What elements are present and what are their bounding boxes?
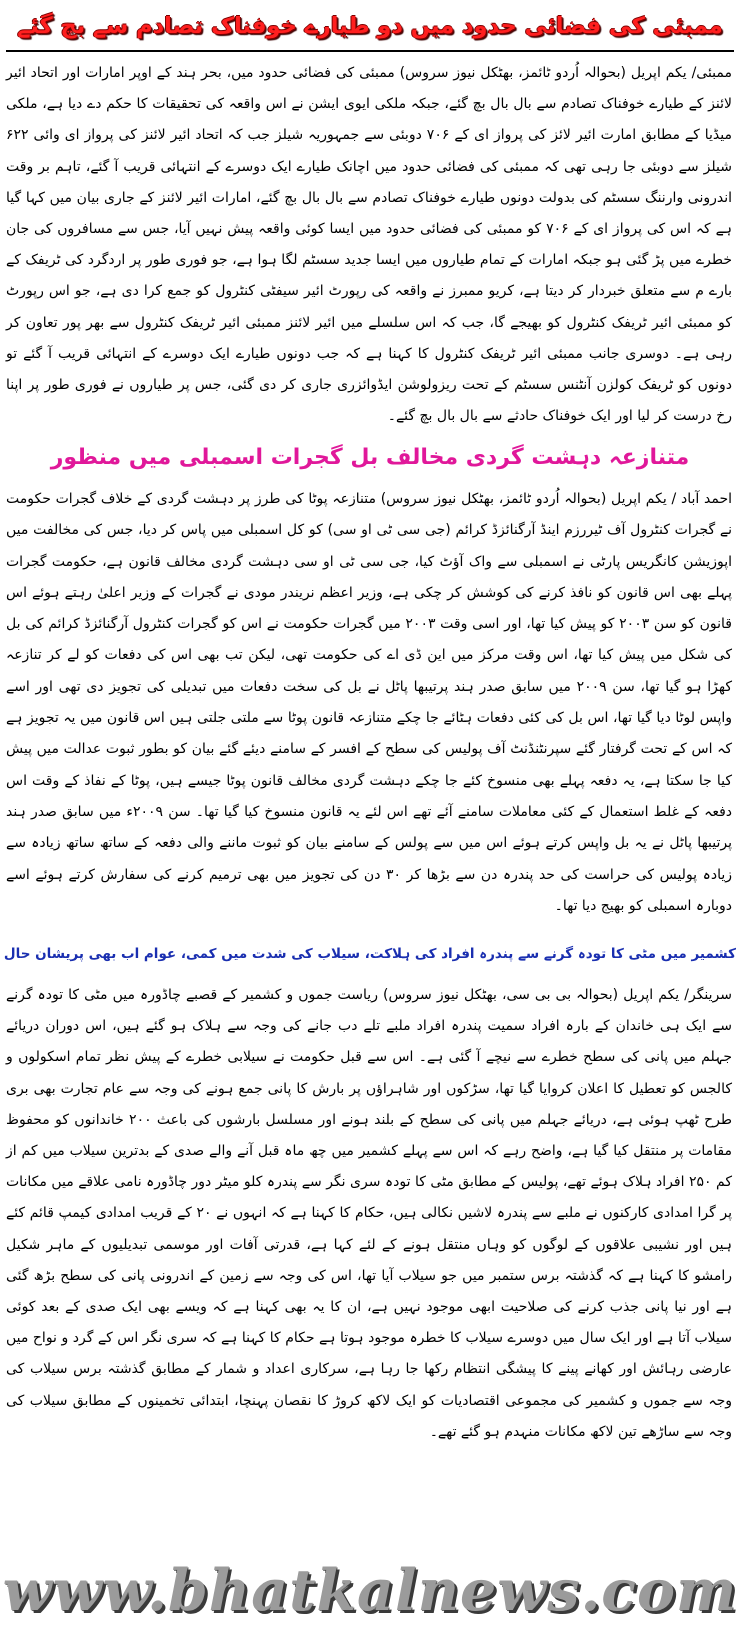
article-2-headline: متنازعہ دہشت گردی مخالف بل گجرات اسمبلی میں منظور bbox=[50, 445, 690, 470]
headline-divider bbox=[6, 50, 734, 52]
article-1-headline: ممبئی کی فضائی حدود میں دو طیارے خوفناک تصادم سے بچ گئے bbox=[17, 13, 723, 39]
article-3-body: سرینگر/ یکم اپریل (بحوالہ بی بی سی، بھٹکل نیوز سروس) ریاست جموں و کشمیر کے قصبے چاڈورہ میں مٹی کا تودہ گرنے سے ایک ہی خاندان کے بارہ افراد سمیت پندرہ افراد ملبے تلے دب جانے کی وجہ سے ہلاک ہو گئے ہیں، اس دوران دریائے جہلم میں پانی کی سطح خطرے سے نیچے آ گئی ہے۔ اس سے قبل حکومت نے سیلابی خطرے کے پیش نظر تمام اسکولوں و کالجس کو تعطیل کا اعلان کروایا گیا تھا، سڑکوں اور شاہراؤں پر بارش کا پانی جمع ہونے کی وجہ سے عام تجارت بھی بری طرح ٹھپ ہوئی ہے، دریائے جہلم میں پانی کی سطح کے بلند ہونے اور مسلسل بارشوں کی باعث ۲۰۰ خاندانوں کو محفوظ مقامات پر منتقل کیا گیا ہے، واضح رہے کہ اس سے پہلے کشمیر میں چھ ماہ قبل آنے والے صدی کے بدترین سیلاب میں کم از کم ۲۵۰ افراد ہلاک ہوئے تھے، پولیس کے مطابق مٹی کا تودہ سری نگر سے پندرہ کلو میٹر دور چاڈورہ نامی علاقے میں مکانات پر گرا امدادی کارکنوں نے ملبے سے پندرہ لاشیں نکالی ہیں، حکام کا کہنا ہے کہ انہوں نے ۲۰ کے قریب امدادی کیمپ قائم کئے ہیں اور نشیبی علاقوں کے لوگوں کو وہاں منتقل ہونے کے لئے کہا ہے، قدرتی آفات اور موسمی تبدیلیوں کے ماہر شکیل رامشو کا کہنا ہے کہ گذشتہ برس ستمبر میں جو سیلاب آیا تھا، اس کی وجہ سے زمین کے اندرونی پانی کی سطح بڑھ گئی ہے اور نیا پانی جذب کرنے کی صلاحیت ابھی موجود نہیں ہے، ان کا یہ بھی کہنا ہے کہ ویسے بھی ایک صدی کے بعد کوئی سیلاب آتا ہے اور ایک سال میں دوسرے سیلاب کا خطرہ موجود ہوتا ہے حکام کا کہنا ہے کہ سری نگر اس کے گرد و نواح میں عارضی رہائش اور کھانے پینے کا پیشگی انتظام رکھا جا رہا ہے، سرکاری اعداد و شمار کے مطابق گذشتہ برس سیلاب کی وجہ سے جموں و کشمیر کی مجموعی اقتصادیات کو ایک لاکھ کروڑ کا نقصان پہنچا، ابتدائی تخمینوں کے مطابق سیلاب کی وجہ سے ساڑھے تین لاکھ مکانات منہدم ہو گئے تھے۔ bbox=[6, 987, 732, 1440]
article-1-body: ممبئی/ یکم اپریل (بحوالہ اُردو ٹائمز، بھٹکل نیوز سروس) ممبئی کی فضائی حدود میں، بحر ہند کے اوپر امارات اور اتحاد ائیر لائنز کے طیارے خوفناک تصادم سے بال بال بچ گئے، جبکہ ملکی ایوی ایشن نے اس واقعہ کی تحقیقات کا حکم دے دیا ہے، ملکی میڈیا کے مطابق امارت ائیر لائز کی پرواز ای کے ۷۰۶ دوبئی سے جمہوریہ شیلز جب کہ اتحاد ائیر لائنز کی پرواز ای وائی ۶۲۲ شیلز سے دوبئی جا رہی تھی کہ ممبئی کی فضائی حدود میں اچانک طیارے ایک دوسرے کے انتہائی قریب آ گئے، تاہم بر وقت اندرونی وارننگ سسٹم کی بدولت دونوں طیارے خوفناک تصادم سے بال بال بچ گئے، امارات ائیر لائنز کے جاری بیان میں کہا گیا ہے کہ اس کی پرواز ای کے ۷۰۶ کو ممبئی کی فضائی حدود میں ایسا کوئی واقعہ پیش نہیں آیا، جس سے مسافروں کی جان خطرے میں پڑ گئی ہو جبکہ امارات کے تمام طیاروں میں ایسا جدید سسٹم لگا ہوا ہے، جو فوری طور پر اردگرد کی ٹریفک کے بارے م سے متعلق خبردار کر دیتا ہے، کریو ممبرز نے واقعہ کی رپورٹ ائیر سیفٹی کنٹرول کو جمع کرا دی ہے، جو اس رپورٹ کو ممبئی ائیر ٹریفک کنٹرول کو بھیجے گا، جب کہ اس سلسلے میں ائیر لائنز ممبئی ائیر ٹریفک کنٹرول سے بھر پور تعاون کر رہی ہے۔ دوسری جانب ممبئی ائیر ٹریفک کنٹرول کا کہنا ہے کہ جب دونوں طیارے ایک دوسرے کے انتہائی قریب آ گئے تو دونوں کو ٹریفک کولزن آنٹنس سسٹم کے تحت ریزولوشن ایڈوائزری جاری کر دی گئی، جس پر طیاروں نے فوری طور پر اپنا رخ درست کر لیا اور ایک خوفناک حادثے سے بال بال بچ گئے۔ bbox=[6, 65, 732, 425]
website-url-banner: www.bhatkalnews.com bbox=[2, 1557, 738, 1624]
article-3-headline: کشمیر میں مٹی کا تودہ گرنے سے پندرہ افراد کی ہلاکت، سیلاب کی شدت میں کمی، عوام اب بھی پریشان حال bbox=[3, 946, 736, 962]
article-2-body: احمد آباد / یکم اپریل (بحوالہ اُردو ٹائمز، بھٹکل نیوز سروس) متنازعہ پوٹا کی طرز پر دہشت گردی کے خلاف گجرات حکومت نے گجرات کنٹرول آف ٹیررزم اینڈ آرگنائزڈ کرائم (جی سی ٹی او سی) کو کل اسمبلی میں پاس کر دیا، جس کی مخالفت میں اپوزیشن کانگریس پارٹی نے اسمبلی سے واک آؤٹ کیا، جی سی ٹی او سی دہشت گردی مخالف قانون ہے، حکومت گجرات پہلے بھی اس قانون کو نافذ کرنے کی کوشش کر چکی ہے، وزیر اعظم نریندر مودی نے گجرات کے وزیر اعلیٰ رہتے ہوئے اس قانون کو سن ۲۰۰۳ کو پیش کیا تھا، اور اسی وقت ۲۰۰۳ میں گجرات حکومت نے اس کو گجرات کنٹرول آرگنائزڈ کرائم کی بل کی شکل میں پیش کیا تھا، اس وقت مرکز میں این ڈی اے کی حکومت تھی، لیکن تب بھی اس کی دفعات کو لے کر تنازعہ کھڑا ہو گیا تھا، سن ۲۰۰۹ میں سابق صدر ہند پرتیبھا پاٹل نے بل کی سخت دفعات میں تبدیلی کی تجویز دی تھی اور اسے واپس لوٹا دیا گیا تھا، اس بل کی کئی دفعات ہٹائے جا چکے متنازعہ قانون پوٹا سے ملتی جلتی ہیں اس قانون میں یہ تجویز ہے کہ اس کے تحت گرفتار گئے سپرنٹنڈنٹ آف پولیس کی سطح کے افسر کے سامنے دیئے گئے بیان کو بطور ثبوت عدالت میں پیش کیا جا سکتا ہے، یہ دفعہ پہلے بھی منسوخ کئے جا چکے دہشت گردی مخالف قانون پوٹا جیسے ہیں، پوٹا کے نفاذ کے وقت اس دفعہ کے غلط استعمال کے کئی معاملات سامنے آئے تھے اس لئے یہ قانون منسوخ کیا گیا تھا۔ سن ۲۰۰۹ء میں سابق صدر ہند پرتیبھا پاٹل نے یہ بل واپس کرتے ہوئے اس میں سے پولس کے سامنے بیان کو ثبوت ماننے والی دفعہ کے ساتھ ساتھ زیادہ سے زیادہ پولیس کی حراست کی حد پندرہ دن سے بڑھا کر ۳۰ دن کی تجویز میں بھی ترمیم کرنے کی سفارش کرتے ہوئے اسے دوبارہ اسمبلی کو بھیج دیا تھا۔ bbox=[6, 491, 732, 914]
